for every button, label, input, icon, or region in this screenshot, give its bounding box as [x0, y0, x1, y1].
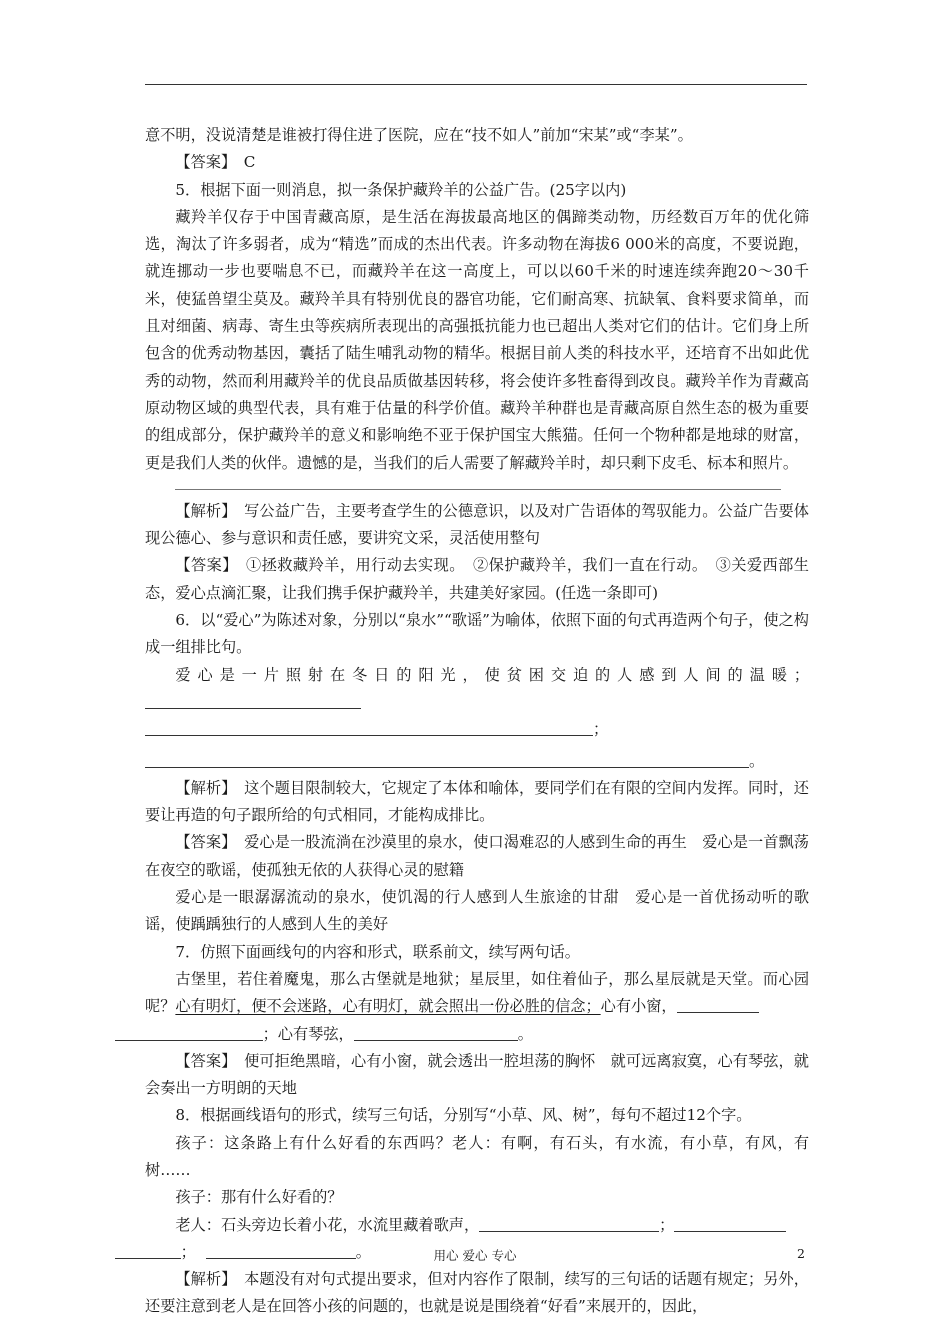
question-8-analysis: 【解析】 本题没有对句式提出要求，但对内容作了限制，续写的三句话的话题有规定；另外，还要注意到老人是在回答小孩的问题的，也就是说是围绕着“好看”来展开的，因此， — [145, 1270, 809, 1316]
period: 。 — [355, 1242, 371, 1261]
question-6-analysis: 【解析】 这个题目限制较大，它规定了本体和喻体，要同学们在有限的空间内发挥。同时，还要让再造的句子跟所给的句式相同，才能构成排比。 — [145, 778, 809, 825]
footer-motto: 用心 爱心 专心 — [433, 1248, 517, 1263]
question-7-body — [145, 966, 809, 1048]
question-6-title: 6．以“爱心”为陈述对象，分别以“泉水”“歌谣”为喻体，依照下面的句式再造两个句子，使之构成一组排比句。 — [145, 611, 809, 657]
answer-blank[interactable] — [145, 751, 749, 768]
question-7-mid: ；心有琴弦， — [262, 1024, 354, 1043]
answer-blank[interactable] — [677, 996, 759, 1013]
question-6-prompt — [145, 662, 809, 717]
question-6-blank-line-1 — [145, 716, 809, 743]
page-number: 2 — [797, 1246, 805, 1261]
question-5-title: 5．根据下面一则消息，拟一条保护藏羚羊的公益广告。(25字以内) — [175, 180, 627, 199]
question-6-prompt-text: 爱心是一片照射在冬日的阳光，使贫困交迫的人感到人间的温暖； — [175, 665, 809, 684]
period: 。 — [517, 1024, 533, 1043]
question-7-answer: 【答案】 便可拒绝黑暗，心有小窗，就会透出一腔坦荡的胸怀 就可远离寂寞，心有琴弦，就会奏出一方明朗的天地 — [145, 1051, 809, 1098]
answer-4: 【答案】 C — [175, 153, 256, 172]
question-7-continuation: 心有小窗， — [600, 997, 677, 1016]
header-rule — [145, 84, 807, 85]
question-8-title: 8．根据画线语句的形式，续写三句话，分别写“小草、风、树”，每句不超过12个字。 — [175, 1106, 752, 1125]
question-8-dialog-3-text: 老人：石头旁边长着小花，水流里藏着歌声， — [175, 1215, 480, 1234]
answer-blank[interactable] — [145, 719, 593, 736]
underlined-sentence: 心有明灯，便不会迷路，心有明灯，就会照出一份必胜的信念； — [175, 997, 601, 1016]
semicolon: ； — [593, 720, 609, 739]
question-8-dialog-1: 孩子：这条路上有什么好看的东西吗？老人：有啊，有石头，有水流，有小草，有风，有树…… — [145, 1133, 809, 1179]
question-5-answer: 【答案】 ①拯救藏羚羊，用行动去实现。 ②保护藏羚羊，我们一直在行动。 ③关爱西部生态，爱心点滴汇聚，让我们携手保护藏羚羊，共建美好家园。(任选一条即可) — [145, 556, 809, 602]
answer-blank[interactable] — [145, 692, 361, 709]
period: 。 — [749, 751, 765, 770]
question-5-analysis: 【解析】 写公益广告，主要考查学生的公德意识，以及对广告语体的驾驭能力。公益广告要体现公德心、参与意识和责任感，要讲究文采，灵活使用整句 — [145, 501, 809, 548]
answer-blank[interactable] — [479, 1215, 659, 1232]
question-7-body-text: 古堡里，若住着魔鬼，那么古堡就是地狱；星辰里，如住着仙子，那么星辰就是天堂。而心园呢？ — [145, 969, 809, 1016]
document-body — [145, 122, 809, 1321]
paragraph-continuation: 意不明，没说清楚是谁被打得住进了医院，应在“技不如人”前加“宋某”或“李某”。 — [145, 126, 693, 144]
question-6-answer-2: 爱心是一眼潺潺流动的泉水，使饥渴的行人感到人生旅途的甘甜 爱心是一首优扬动听的歌谣，使踽踽独行的人感到人生的美好 — [145, 888, 809, 934]
answer-blank[interactable] — [354, 1024, 518, 1041]
answer-blank[interactable] — [115, 1024, 263, 1041]
answer-line — [175, 489, 781, 490]
question-6-answer-1: 【答案】 爱心是一股流淌在沙漠里的泉水，使口渴难忍的人感到生命的再生 爱心是一首飘荡在夜空的歌谣，使孤独无依的人获得心灵的慰籍 — [145, 833, 809, 879]
question-5-passage: 藏羚羊仅存于中国青藏高原，是生活在海拔最高地区的偶蹄类动物，历经数百万年的优化筛选，淘汰了许多弱者，成为“精选”而成的杰出代表。许多动物在海拔6 000米的高度，不要说跑，就连挪动一步也要喘息不已，而藏羚羊在这一高度上，可以以60千米的时速连续奔跑20～30千米，使猛兽望尘莫及。藏羚羊具有特别优良的器官功能，它们耐高寒、抗缺氧、食料要求简单，而且对细菌、病毒、寄生虫等疾病所表现出的高强抵抗能力也已超出人类对它们的估计。它们身上所包含的优秀动物基因，囊括了陆生哺乳动物的精华。根据目前人类的科技水平，还培育不出如此优秀的动物，然而利用藏羚羊的优良品质做基因转移，将会使许多牲畜得到改良。藏羚羊作为青藏高原动物区域的典型代表，具有难于估量的科学价值。藏羚羊种群也是青藏高原自然生态的极为重要的组成部分，保护藏羚羊的意义和影响绝不亚于保护国宝大熊猫。任何一个物种都是地球的财富，更是我们人类的伙伴。遗憾的是，当我们的后人需要了解藏羚羊时，却只剩下皮毛、标本和照片。 — [145, 207, 809, 472]
answer-blank[interactable] — [674, 1215, 786, 1232]
semicolon: ； — [180, 1242, 196, 1261]
semicolon: ； — [659, 1215, 675, 1234]
question-8-dialog-2: 孩子：那有什么好看的？ — [175, 1188, 343, 1207]
question-6-blank-line-2 — [145, 748, 809, 775]
question-7-title: 7．仿照下面画线句的内容和形式，联系前文，续写两句话。 — [175, 942, 580, 961]
